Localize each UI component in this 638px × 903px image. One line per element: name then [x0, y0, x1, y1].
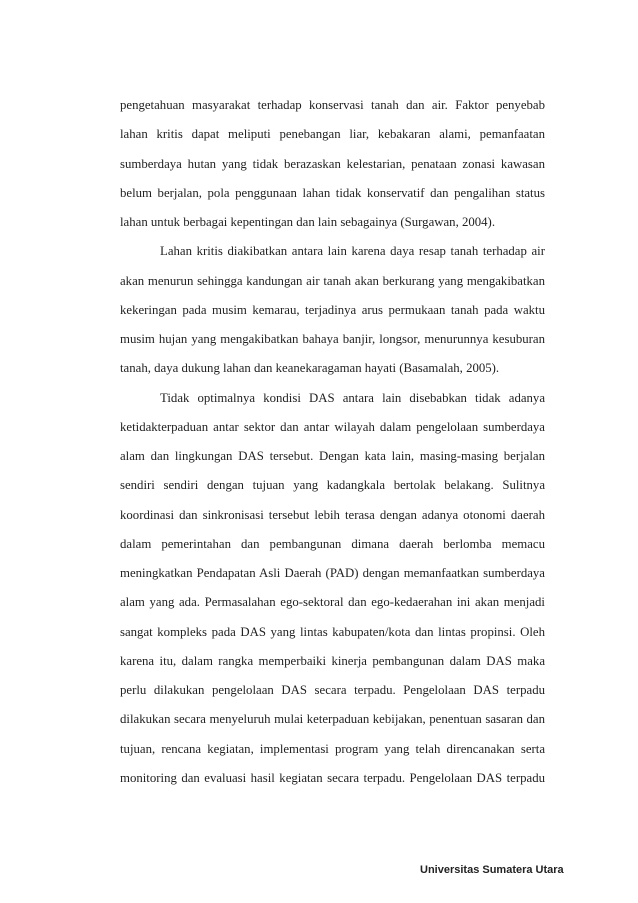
text-line: Lahan kritis diakibatkan antara lain karena daya resap tanah terhadap air	[160, 244, 545, 259]
text-line: lahan kritis dapat meliputi penebangan liar, kebakaran alami, pemanfaatan	[120, 127, 545, 142]
text-line: alam dan lingkungan DAS tersebut. Dengan kata lain, masing-masing berjalan	[120, 449, 545, 463]
text-line: musim hujan yang mengakibatkan bahaya banjir, longsor, menurunnya kesuburan	[120, 332, 545, 346]
text-line: tanah, daya dukung lahan dan keanekaragaman hayati (Basamalah, 2005).	[120, 361, 500, 376]
text-line: sangat kompleks pada DAS yang lintas kabupaten/kota dan lintas propinsi. Oleh	[120, 624, 545, 639]
text-line: karena itu, dalam rangka memperbaiki kinerja pembangunan dalam DAS maka	[120, 653, 545, 668]
text-line: belum berjalan, pola penggunaan lahan tidak konservatif dan pengalihan status	[120, 185, 545, 200]
text-line: monitoring dan evaluasi hasil kegiatan secara terpadu. Pengelolaan DAS terpadu	[120, 770, 545, 785]
text-line: koordinasi dan sinkronisasi tersebut lebih terasa dengan adanya otonomi daerah	[120, 507, 545, 522]
text-line: tujuan, rencana kegiatan, implementasi program yang telah direncanakan serta	[120, 741, 545, 756]
text-line: lahan untuk berbagai kepentingan dan lain sebagainya (Surgawan, 2004).	[120, 215, 496, 229]
text-line: kekeringan pada musim kemarau, terjadinya arus permukaan tanah pada waktu	[120, 302, 545, 317]
text-line: dalam pemerintahan dan pembangunan dimana daerah berlomba memacu	[120, 536, 545, 551]
text-line: meningkatkan Pendapatan Asli Daerah (PAD) dengan memanfaatkan sumberdaya	[120, 566, 545, 580]
text-line: sendiri sendiri dengan tujuan yang kadangkala bertolak belakang. Sulitnya	[120, 478, 545, 493]
text-line: Tidak optimalnya kondisi DAS antara lain disebabkan tidak adanya	[160, 390, 545, 405]
text-line: akan menurun sehingga kandungan air tanah akan berkurang yang mengakibatkan	[120, 273, 545, 288]
text-line: perlu dilakukan pengelolaan DAS secara terpadu. Pengelolaan DAS terpadu	[120, 683, 545, 697]
text-line: sumberdaya hutan yang tidak berazaskan kelestarian, penataan zonasi kawasan	[120, 156, 545, 171]
text-line: pengetahuan masyarakat terhadap konservasi tanah dan air. Faktor penyebab	[120, 98, 545, 112]
text-line: alam yang ada. Permasalahan ego-sektoral dan ego-kedaerahan ini akan menjadi	[120, 595, 545, 610]
footer-institution: Universitas Sumatera Utara	[420, 864, 564, 876]
text-line: dilakukan secara menyeluruh mulai keterpaduan kebijakan, penentuan sasaran dan	[120, 712, 545, 727]
text-line: ketidakterpaduan antar sektor dan antar wilayah dalam pengelolaan sumberdaya	[120, 419, 545, 434]
body-text	[120, 91, 545, 793]
